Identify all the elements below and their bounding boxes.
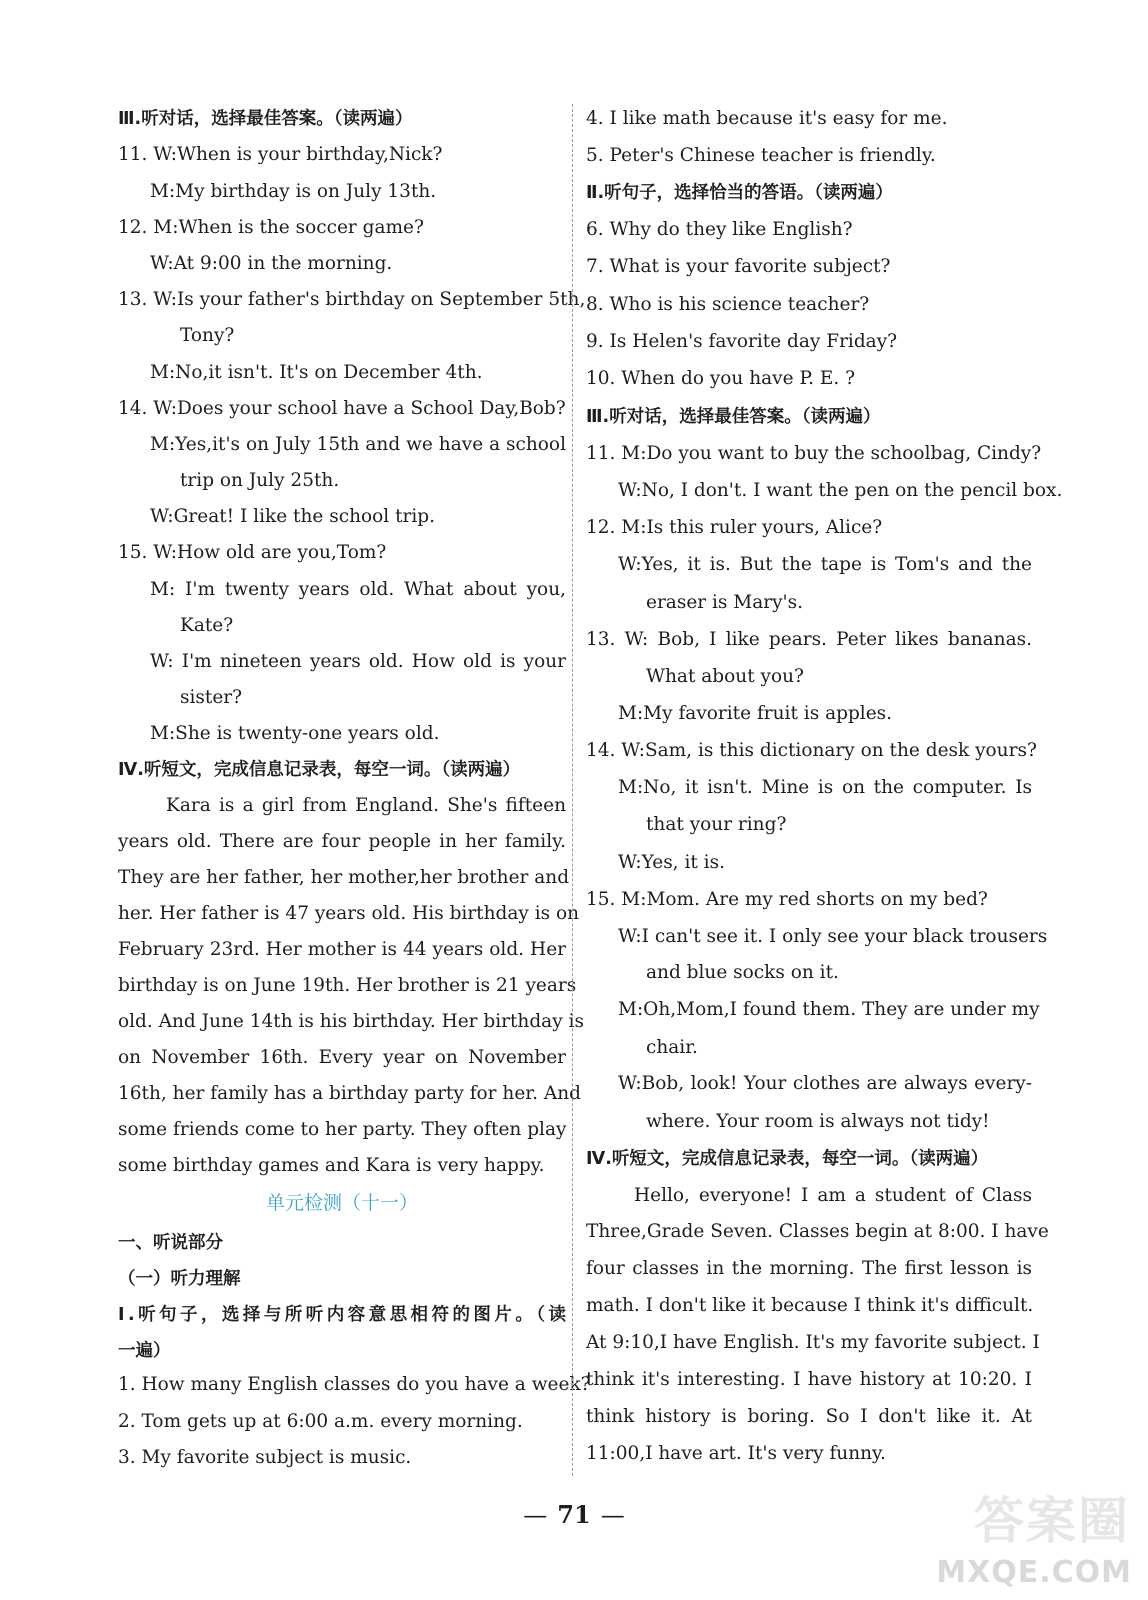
section-heading: Ⅲ.听对话，选择最佳答案。（读两遍） xyxy=(118,109,413,129)
text-line: trip on July 25th. xyxy=(180,470,340,491)
page-number: — 71 — xyxy=(523,1500,625,1529)
text-line: 5. Peter's Chinese teacher is friendly. xyxy=(586,145,936,166)
text-line: W:Yes, it is. But the tape is Tom's and the xyxy=(618,554,1032,575)
column-divider xyxy=(572,104,574,1476)
text-line: 11. W:When is your birthday,Nick? xyxy=(118,144,443,165)
text-line: W:Bob, look! Your clothes are always every- xyxy=(618,1073,1032,1094)
text-line: four classes in the morning. The first lesson is xyxy=(586,1258,1032,1279)
text-line: old. And June 14th is his birthday. Her birthday is xyxy=(118,1011,584,1032)
section-heading: Ⅲ.听对话，选择最佳答案。（读两遍） xyxy=(586,407,881,427)
text-line: 14. W:Does your school have a School Day,Bob? xyxy=(118,398,566,419)
text-line: years old. There are four people in her family. xyxy=(118,831,566,852)
text-line: 12. M:Is this ruler yours, Alice? xyxy=(586,517,883,538)
page-number-text: 71 xyxy=(557,1500,591,1529)
text-line: sister? xyxy=(180,687,243,708)
text-line: What about you? xyxy=(646,666,804,687)
text-line: 8. Who is his science teacher? xyxy=(586,294,870,315)
text-line: where. Your room is always not tidy! xyxy=(646,1111,990,1132)
section-heading: （一）听力理解 xyxy=(118,1269,241,1289)
text-line: Three,Grade Seven. Classes begin at 8:00. I have xyxy=(586,1221,1049,1242)
text-line: 7. What is your favorite subject? xyxy=(586,256,891,277)
text-line: 6. Why do they like English? xyxy=(586,219,853,240)
text-line: 11. M:Do you want to buy the schoolbag, Cindy? xyxy=(586,443,1042,464)
text-line: 11:00,I have art. It's very funny. xyxy=(586,1443,886,1464)
text-line: 1. How many English classes do you have a week? xyxy=(118,1374,591,1395)
text-line: 15. W:How old are you,Tom? xyxy=(118,542,387,563)
text-line: W:At 9:00 in the morning. xyxy=(150,253,393,274)
text-line: W:No, I don't. I want the pen on the pencil box. xyxy=(618,480,1063,501)
text-line: M:No,it isn't. It's on December 4th. xyxy=(150,362,483,383)
text-line: M:My birthday is on July 13th. xyxy=(150,181,437,202)
text-line: 9. Is Helen's favorite day Friday? xyxy=(586,331,898,352)
text-line: M:Yes,it's on July 15th and we have a school xyxy=(150,434,566,455)
text-line: and blue socks on it. xyxy=(646,962,839,983)
text-line: W:I can't see it. I only see your black trousers xyxy=(618,926,1048,947)
text-line: some friends come to her party. They often play xyxy=(118,1119,567,1140)
text-line: that your ring? xyxy=(646,814,787,835)
section-heading: Ⅳ.听短文，完成信息记录表，每空一词。（读两遍） xyxy=(586,1149,989,1169)
text-line: Hello, everyone! I am a student of Class xyxy=(634,1185,1032,1206)
text-line: 15. M:Mom. Are my red shorts on my bed? xyxy=(586,889,988,910)
text-line: 14. W:Sam, is this dictionary on the desk yours? xyxy=(586,740,1037,761)
text-line: think it's interesting. I have history at 10:20. I xyxy=(586,1369,1032,1390)
text-line: M:My favorite fruit is apples. xyxy=(618,703,893,724)
text-line: They are her father, her mother,her brother and xyxy=(118,867,570,888)
text-line: Kara is a girl from England. She's fifteen xyxy=(166,795,566,816)
section-heading: Ⅱ.听句子，选择恰当的答语。（读两遍） xyxy=(586,183,893,203)
text-line: W:Yes, it is. xyxy=(618,852,725,873)
text-line: 13. W:Is your father's birthday on September 5th, xyxy=(118,289,586,310)
text-line: 12. M:When is the soccer game? xyxy=(118,217,424,238)
watermark xyxy=(926,1490,1136,1590)
section-heading: 一、听说部分 xyxy=(118,1233,223,1253)
text-line: M:No, it isn't. Mine is on the computer. Is xyxy=(618,777,1032,798)
text-line: 10. When do you have P. E. ? xyxy=(586,368,856,389)
text-line: 2. Tom gets up at 6:00 a.m. every morning. xyxy=(118,1411,523,1432)
text-line: 16th, her family has a birthday party for her. And xyxy=(118,1083,581,1104)
text-line: Tony? xyxy=(180,325,235,346)
text-line: At 9:10,I have English. It's my favorite subject. I xyxy=(586,1332,1040,1353)
section-heading: Ⅰ.听句子，选择与所听内容意思相符的图片。（读 xyxy=(118,1305,566,1325)
text-line: on November 16th. Every year on November xyxy=(118,1047,566,1068)
text-line: M:She is twenty-one years old. xyxy=(150,723,440,744)
text-line: math. I don't like it because I think it's difficult. xyxy=(586,1295,1034,1316)
text-line: February 23rd. Her mother is 44 years old. Her xyxy=(118,939,566,960)
text-line: birthday is on June 19th. Her brother is 21 years xyxy=(118,975,577,996)
watermark-url: MXQE.COM xyxy=(936,1555,1132,1590)
text-line: M:Oh,Mom,I found them. They are under my xyxy=(618,999,1040,1020)
text-line: 3. My favorite subject is music. xyxy=(118,1447,412,1468)
section-heading: Ⅳ.听短文，完成信息记录表，每空一词。（读两遍） xyxy=(118,760,521,780)
text-line: 4. I like math because it's easy for me. xyxy=(586,108,948,129)
text-line: her. Her father is 47 years old. His birthday is on xyxy=(118,903,580,924)
text-line: chair. xyxy=(646,1037,698,1058)
section-heading: 一遍） xyxy=(118,1341,171,1361)
text-line: W: I'm nineteen years old. How old is your xyxy=(150,651,566,672)
text-line: Kate? xyxy=(180,615,234,636)
text-line: W:Great! I like the school trip. xyxy=(150,506,435,527)
text-line: 13. W: Bob, I like pears. Peter likes bananas. xyxy=(586,629,1032,650)
text-line: some birthday games and Kara is very happy. xyxy=(118,1155,545,1176)
unit-title: 单元检测（十一） xyxy=(265,1192,418,1214)
text-line: M: I'm twenty years old. What about you, xyxy=(150,579,566,600)
watermark-logo: 答案圈 xyxy=(974,1492,1130,1550)
text-line: think history is boring. So I don't like it. At xyxy=(586,1406,1032,1427)
text-line: eraser is Mary's. xyxy=(646,592,804,613)
